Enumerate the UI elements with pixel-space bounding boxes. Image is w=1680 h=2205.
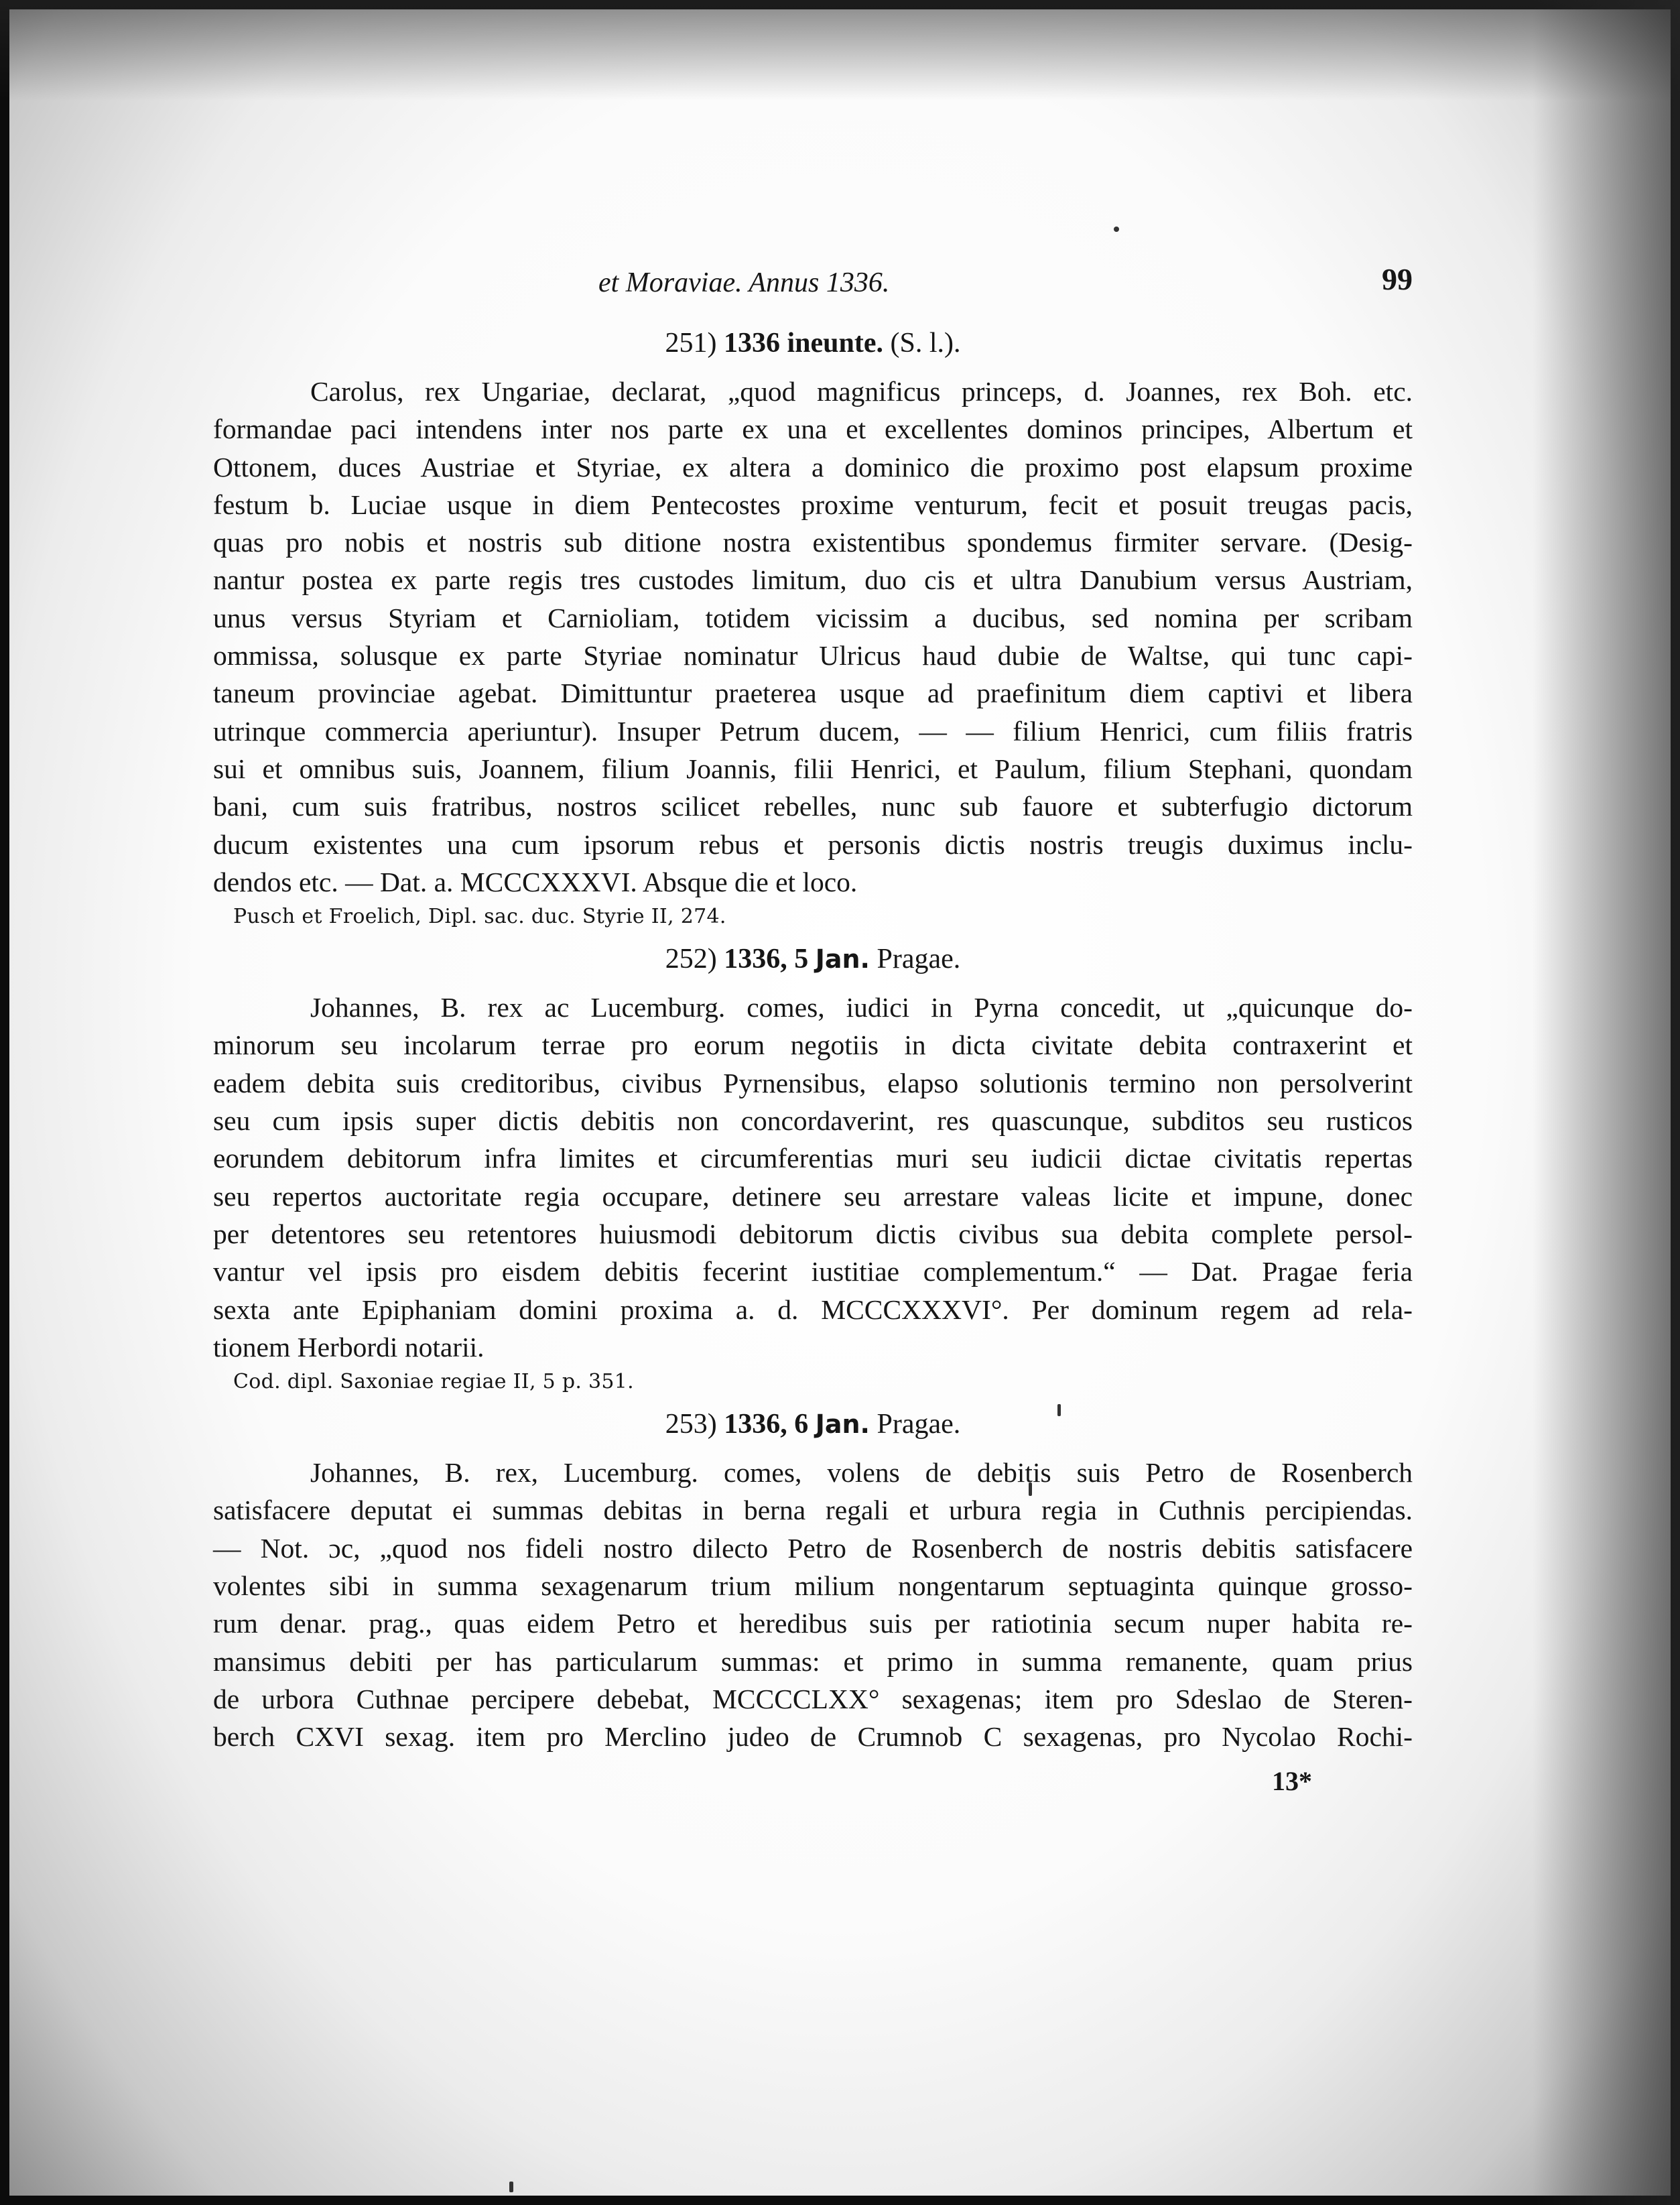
text-line: quas pro nobis et nostris sub ditione nostra existentibus spondemus firmiter servare. (Desig- <box>213 527 1413 558</box>
entry-date: 1336, 5 <box>724 944 809 975</box>
entry-date: 1336, 6 <box>724 1409 809 1440</box>
entry-text <box>213 1454 1413 1755</box>
text-line: bani, cum suis fratribus, nostros scilicet rebelles, nunc sub fauore et subterfugio dictorum <box>213 791 1413 822</box>
source-citation: Cod. dipl. Saxoniae regiae II, 5 p. 351. <box>233 1370 635 1394</box>
entry-heading <box>213 1408 1413 1440</box>
entry-252 <box>213 943 1413 1393</box>
entry-number: 253) <box>665 1409 717 1440</box>
entry-heading <box>213 327 1413 359</box>
entry-text <box>213 989 1413 1366</box>
text-line: Johannes, B. rex, Lucemburg. comes, volens de debitis suis Petro de Rosenberch <box>310 1457 1413 1489</box>
dust-speck <box>1114 227 1119 232</box>
text-line: rum denar. prag., quas eidem Petro et heredibus suis per ratiotinia secum nuper habita re- <box>213 1608 1413 1639</box>
text-line: dendos etc. — Dat. a. MCCCXXXVI. Absque die et loco. <box>213 866 858 897</box>
running-head <box>213 255 1413 315</box>
text-line: eorundem debitorum infra limites et circumferentias muri seu iudicii dictae civitatis repertas <box>213 1143 1413 1174</box>
text-line: seu repertos auctoritate regia occupare, detinere seu arrestare valeas licite et impune, donec <box>213 1180 1413 1212</box>
text-line: festum b. Luciae usque in diem Pentecostes proxime venturum, fecit et posuit treugas pacis, <box>213 489 1413 520</box>
text-line: per detentores seu retentores huiusmodi debitorum dictis civibus sua debita complete persol- <box>213 1218 1413 1249</box>
text-line: mansimus debiti per has particularum summas: et primo in summa remanente, quam prius <box>213 1645 1413 1677</box>
text-line: tionem Herbordi notarii. <box>213 1331 484 1363</box>
text-line: sexta ante Epiphaniam domini proxima a. d. MCCCXXXVI°. Per dominum regem ad rela- <box>213 1294 1413 1325</box>
text-line: nantur postea ex parte regis tres custodes limitum, duo cis et ultra Danubium versus Austriam, <box>213 564 1413 596</box>
text-line: sui et omnibus suis, Joannem, filium Joannis, filii Henrici, et Paulum, filium Stephani, quondam <box>213 753 1413 784</box>
running-head-title: et Moraviae. Annus 1336. <box>598 267 890 298</box>
entry-number: 252) <box>665 944 717 975</box>
text-line: de urbora Cuthnae percipere debebat, MCCCCLXX° sexagenas; item pro Sdeslao de Steren- <box>213 1683 1413 1714</box>
text-line: vantur vel ipsis pro eisdem debitis fecerint iustitiae complementum.“ — Dat. Pragae feria <box>213 1256 1413 1287</box>
entry-number: 251) <box>665 328 717 359</box>
text-line: minorum seu incolarum terrae pro eorum negotiis in dicta civitate debita contraxerint et <box>213 1029 1413 1061</box>
page-number: 99 <box>1382 262 1413 296</box>
text-line: seu cum ipsis super dictis debitis non concordaverint, res quascunque, subditos seu rusticos <box>213 1105 1413 1137</box>
text-line: eadem debita suis creditoribus, civibus Pyrnensibus, elapso solutionis termino non persolverint <box>213 1067 1413 1098</box>
entry-month: Jan. <box>815 944 870 974</box>
source-citation: Pusch et Froelich, Dipl. sac. duc. Styrie II, 274. <box>233 905 726 929</box>
text-line: — Not. ɔc, „quod nos fideli nostro dilecto Petro de Rosenberch de nostris debitis satisfacere <box>213 1532 1413 1564</box>
text-line: unus versus Styriam et Carnioliam, totidem vicissim a ducibus, sed nomina per scribam <box>213 602 1413 633</box>
signature-mark: 13* <box>1272 1765 1312 1796</box>
entry-253 <box>213 1408 1413 1755</box>
scan-shadow-top <box>0 0 1680 101</box>
entry-place: (S. l.). <box>890 328 961 359</box>
entry-251 <box>213 327 1413 928</box>
text-line: taneum provinciae agebat. Dimittuntur praeterea usque ad praefinitum diem captivi et libera <box>213 678 1413 709</box>
text-line: volentes sibi in summa sexagenarum trium milium nongentarum septuaginta quinque grosso- <box>213 1570 1413 1602</box>
text-line: ducum existentes una cum ipsorum rebus et personis dictis nostris treugis duximus inclu- <box>213 828 1413 860</box>
text-line: utrinque commercia aperiuntur). Insuper Petrum ducem, — — filium Henrici, cum filiis fratris <box>213 715 1413 747</box>
text-line: satisfacere deputat ei summas debitas in berna regali et urbura regia in Cuthnis percipiendas. <box>213 1495 1413 1526</box>
text-line: ommissa, solusque ex parte Styriae nominatur Ulricus haud dubie de Waltse, qui tunc capi- <box>213 640 1413 672</box>
text-line: formandae paci intendens inter nos parte ex una et excellentes dominos principes, Albertum et <box>213 414 1413 445</box>
text-line: Johannes, B. rex ac Lucemburg. comes, iudici in Pyrna concedit, ut „quicunque do- <box>310 992 1413 1023</box>
entry-place: Pragae. <box>877 944 961 975</box>
scan-shadow-right <box>1533 0 1680 2205</box>
entry-date: 1336 ineunte. <box>723 328 883 359</box>
dust-speck <box>509 2182 513 2192</box>
text-line: Carolus, rex Ungariae, declarat, „quod magnificus princeps, d. Joannes, rex Boh. etc. <box>310 376 1413 407</box>
entry-month: Jan. <box>815 1409 870 1440</box>
text-line: Ottonem, duces Austriae et Styriae, ex altera a dominico die proximo post elapsum proxime <box>213 451 1413 483</box>
text-line: berch CXVI sexag. item pro Merclino judeo de Crumnob C sexagenas, pro Nycolao Rochi- <box>213 1721 1413 1753</box>
document-page <box>213 255 1413 1797</box>
entry-heading <box>213 943 1413 975</box>
entry-text <box>213 373 1413 901</box>
entry-place: Pragae. <box>877 1409 961 1440</box>
